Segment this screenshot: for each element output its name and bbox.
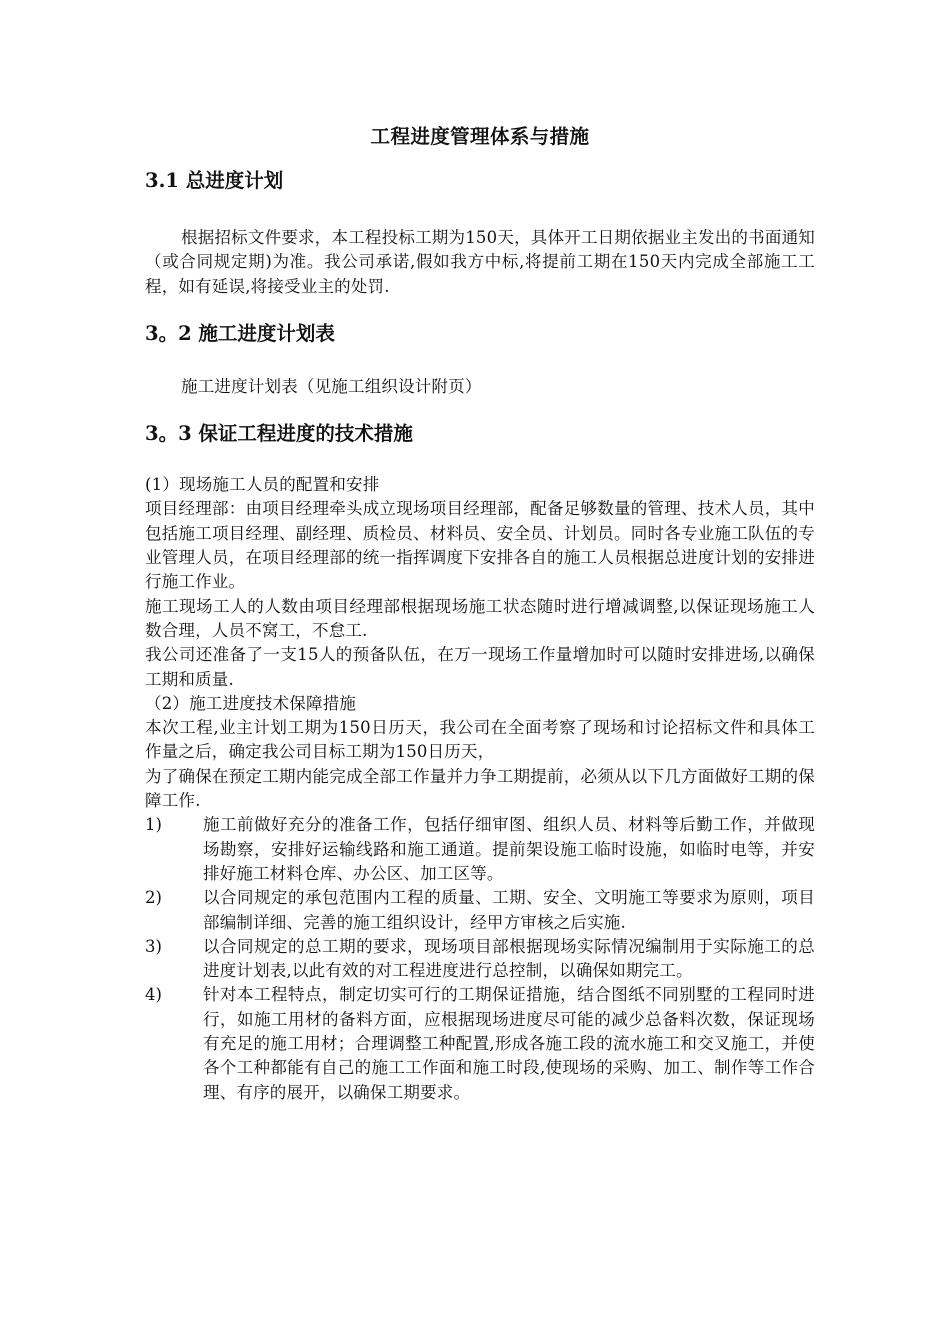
list-item	[145, 813, 815, 886]
list-item	[145, 886, 815, 935]
section-paragraph: 为了确保在预定工期内能完成全部工作量并力争工期提前，必须从以下几方面做好工期的保障工作.	[145, 766, 815, 811]
subsection-heading-1: (1）现场施工人员的配置和安排	[145, 475, 380, 495]
section-heading-3-3: 3。3 保证工程进度的技术措施	[145, 422, 413, 446]
list-item	[145, 935, 815, 984]
list-item-number: 2)	[145, 888, 162, 908]
list-item-number: 3)	[145, 936, 162, 956]
section-heading-3-1: 3.1 总进度计划	[145, 169, 284, 192]
section-paragraph: 我公司还准备了一支15人的预备队伍，在万一现场工作量增加时可以随时安排进场,以确保工期和质量.	[145, 645, 815, 689]
section-paragraph: 本次工程,业主计划工期为150日历天，我公司在全面考察了现场和讨论招标文件和具体工作量之后，确定我公司目标工期为150日历天，	[145, 718, 815, 762]
section-paragraph: 根据招标文件要求，本工程投标工期为150天，具体开工日期依据业主发出的书面通知（或合同规定期)为准。我公司承诺,假如我方中标,将提前工期在150天内完成全部施工工程，如有延误,将接受业主的处罚.	[145, 228, 815, 296]
list-item	[145, 983, 815, 1104]
list-item-number: 4)	[145, 985, 162, 1005]
list-item-text: 以合同规定的承包范围内工程的质量、工期、安全、文明施工等要求为原则，项目部编制详细、完善的施工组织设计，经甲方审核之后实施.	[203, 888, 815, 932]
list-item-number: 1)	[145, 815, 162, 835]
subsection-heading-2: （2）施工进度技术保障措施	[145, 693, 357, 713]
list-item-text: 以合同规定的总工期的要求，现场项目部根据现场实际情况编制用于实际施工的总进度计划表,以此有效的对工程进度进行总控制，以确保如期完工。	[203, 936, 815, 981]
list-item-text: 施工前做好充分的准备工作，包括仔细审图、组织人员、材料等后勤工作，并做现场勘察，安排好运输线路和施工通道。提前架设施工临时设施，如临时电等，并安排好施工材料仓库、办公区、加工区等。	[203, 815, 815, 883]
document-body	[145, 122, 815, 1105]
list-item-text: 针对本工程特点，制定切实可行的工期保证措施，结合图纸不同别墅的工程同时进行，如施工用材的备料方面，应根据现场进度尽可能的减少总备料次数，保证现场有充足的施工用材；合理调整工种配置,形成各施工段的流水施工和交叉施工，并使各个工种都能有自己的施工工作面和施工时段,使现场的采购、加工、制作等工作合理、有序的展开，以确保工期要求。	[203, 985, 815, 1102]
section-heading-3-2: 3。2 施工进度计划表	[145, 321, 335, 345]
section-paragraph: 施工现场工人的人数由项目经理部根据现场施工状态随时进行增减调整,以保证现场施工人数合理，人员不窝工，不怠工.	[145, 596, 815, 640]
section-paragraph: 项目经理部：由项目经理牵头成立现场项目经理部，配备足够数量的管理、技术人员，其中包括施工项目经理、副经理、质检员、材料员、安全员、计划员。同时各专业施工队伍的专业管理人员，在项目经理部的统一指挥调度下安排各自的施工人员根据总进度计划的安排进行施工作业。	[145, 499, 815, 592]
section-paragraph: 施工进度计划表（见施工组织设计附页）	[181, 376, 482, 396]
measures-list	[145, 813, 815, 1105]
document-title: 工程进度管理体系与措施	[370, 125, 590, 148]
